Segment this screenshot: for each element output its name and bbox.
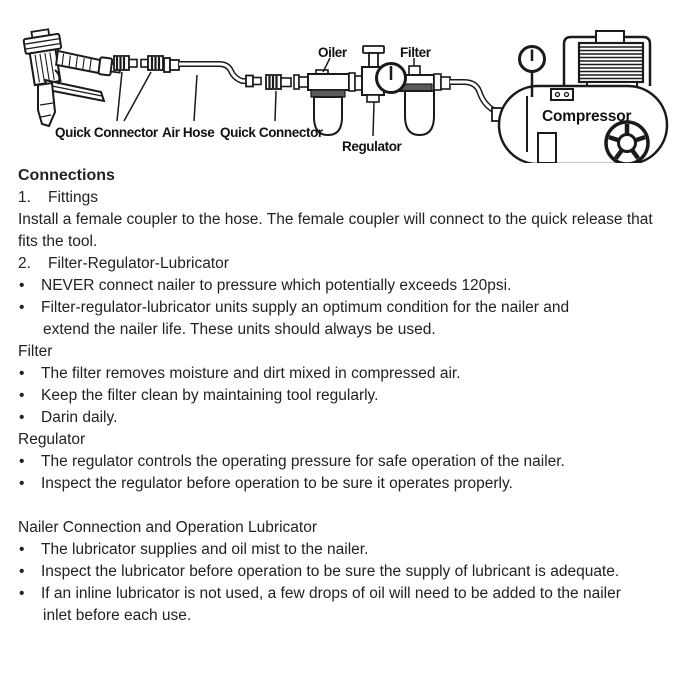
leader-line xyxy=(124,72,151,121)
connection-diagram xyxy=(0,0,700,163)
tank-gauge xyxy=(520,47,545,72)
label-compressor: Compressor xyxy=(542,108,632,125)
doc-line: inlet before each use. xyxy=(43,607,192,624)
doc-line: • The regulator controls the operating pressure for safe operation of the nailer. xyxy=(19,453,565,470)
label-filter: Filter xyxy=(400,45,431,60)
valve-block xyxy=(551,89,573,100)
air-hose-illustration xyxy=(164,58,261,87)
doc-line: extend the nailer life. These units should always be used. xyxy=(43,321,436,338)
instructions xyxy=(18,165,690,627)
doc-line: • NEVER connect nailer to pressure which potentially exceeds 120psi. xyxy=(19,277,512,294)
quick-connector-illustration-2 xyxy=(266,75,291,89)
compressor-illustration xyxy=(492,31,667,163)
label-air-hose: Air Hose xyxy=(162,125,215,140)
instruction-lines xyxy=(18,187,690,627)
leader-line xyxy=(275,91,276,121)
doc-line: • Keep the filter clean by maintaining tool regularly. xyxy=(19,387,379,404)
doc-line: 1. Fittings xyxy=(18,189,98,206)
doc-line: • Inspect the lubricator before operation to be sure the supply of lubricant is adequate. xyxy=(19,563,620,580)
section-title: Connections xyxy=(18,167,115,184)
doc-line: Nailer Connection and Operation Lubricator xyxy=(18,519,317,536)
doc-line: 2. Filter-Regulator-Lubricator xyxy=(18,255,229,272)
doc-line: Regulator xyxy=(18,431,86,448)
doc-line: • The filter removes moisture and dirt mixed in compressed air. xyxy=(19,365,461,382)
regulator-gauge xyxy=(377,64,406,93)
doc-line xyxy=(18,495,690,517)
doc-line: Install a female coupler to the hose. The female coupler will connect to the quick release that xyxy=(18,211,653,228)
compressor-hose-illustration xyxy=(450,82,497,112)
doc-line: • If an inline lubricator is not used, a few drops of oil will need to be added to the nailer xyxy=(19,585,621,602)
label-quick-connector-1: Quick Connector xyxy=(55,125,158,140)
leader-line xyxy=(194,75,197,121)
doc-line: • Inspect the regulator before operation to be sure it operates properly. xyxy=(19,475,513,492)
quick-connector-illustration-1 xyxy=(114,56,163,70)
doc-line: • Darin daily. xyxy=(19,409,118,426)
label-oiler: Oiler xyxy=(318,45,347,60)
doc-line: • The lubricator supplies and oil mist to the nailer. xyxy=(19,541,369,558)
doc-line: • Filter-regulator-lubricator units supply an optimum condition for the nailer and xyxy=(19,299,570,316)
label-regulator: Regulator xyxy=(342,139,402,154)
nailer-illustration xyxy=(23,28,122,126)
leader-line xyxy=(373,102,374,136)
leader-line xyxy=(117,72,122,121)
doc-line: Filter xyxy=(18,343,53,360)
tank-foot xyxy=(538,133,556,163)
wheel xyxy=(606,122,648,163)
label-quick-connector-2: Quick Connector xyxy=(220,125,323,140)
doc-line: fits the tool. xyxy=(18,233,98,250)
